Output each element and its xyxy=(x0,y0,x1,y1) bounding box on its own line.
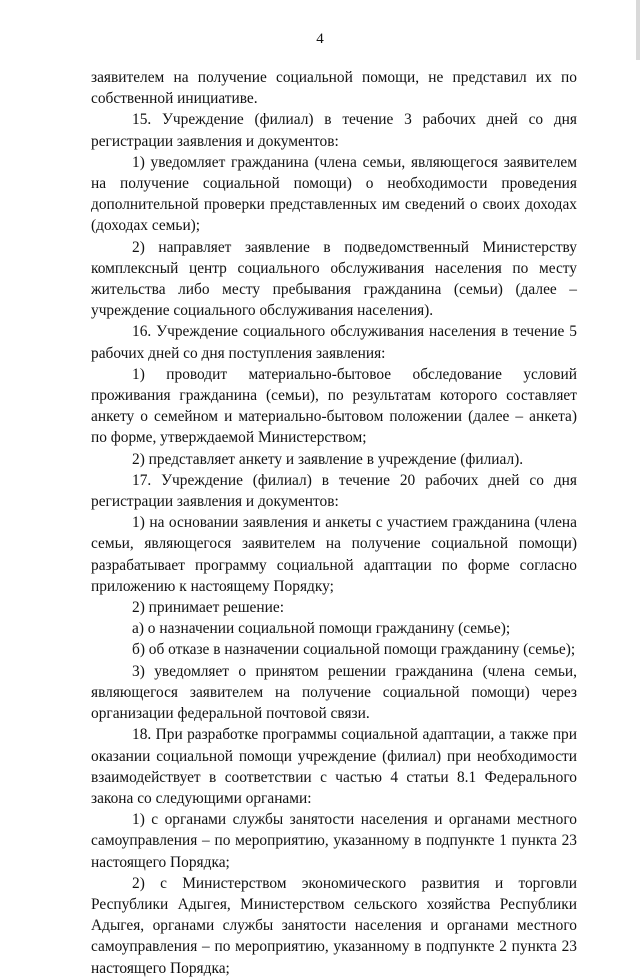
clause-16-item-2: 2) представляет анкету и заявление в учреждение (филиал). xyxy=(132,450,524,468)
clause-17-item-1: 1) на основании заявления и анкеты с участием гражданина (члена семьи, являющегося заявителем на получение социальной помощи) разрабатывает программу социальной адаптации по форме согласно приложению к настоящему Порядку; xyxy=(91,514,577,595)
clause-18: 18. При разработке программы социальной адаптации, а также при оказании социальной помощи учреждение (филиал) при необходимости взаимодействует в соответствии с частью 4 статьи 8.1 Федерального закона со следующими органами: xyxy=(91,726,577,807)
clause-17-item-3: 3) уведомляет о принятом решении гражданина (члена семьи, являющегося заявителем на получение социальной помощи) через организации федеральной почтовой связи. xyxy=(91,662,577,723)
clause-16-item-1: 1) проводит материально-бытовое обследование условий проживания гражданина (семьи), по результатам которого составляет анкету о семейном и материально-бытовом положении (далее – анкета) по форме, утверждаемой Министерством; xyxy=(91,365,577,447)
clause-17-item-2a: а) о назначении социальной помощи гражданину (семье); xyxy=(132,620,511,638)
clause-15-item-2: 2) направляет заявление в подведомственный Министерству комплексный центр социального обслуживания населения по месту жительства либо месту пребывания гражданина (семьи) (далее – учреждение социального обслуживания населения). xyxy=(91,238,577,320)
clause-16: 16. Учреждение социального обслуживания населения в течение 5 рабочих дней со дня поступления заявления: xyxy=(91,323,577,362)
clause-18-item-2: 2) с Министерством экономического развития и торговли Республики Адыгея, Министерством сельского хозяйства Республики Адыгея, органами службы занятости населения и органами местного самоуправления – по мероприятию, указанному в подпункте 2 пункта 23 настоящего Порядка; xyxy=(91,874,577,977)
page-edge-shadow xyxy=(636,0,640,60)
clause-15: 15. Учреждение (филиал) в течение 3 рабочих дней со дня регистрации заявления и документов: xyxy=(91,111,577,150)
paragraph-continuation: заявителем на получение социальной помощи, не представил их по собственной инициативе. xyxy=(91,69,577,108)
clause-17: 17. Учреждение (филиал) в течение 20 рабочих дней со дня регистрации заявления и документов: xyxy=(91,471,577,511)
clause-17-item-2b: б) об отказе в назначении социальной помощи гражданину (семье); xyxy=(132,641,576,659)
clause-15-item-1: 1) уведомляет гражданина (члена семьи, являющегося заявителем на получение социальной помощи) о необходимости проведения дополнительной проверки представленных им сведений о своих доходах (доходах семьи); xyxy=(91,153,577,235)
document-body xyxy=(91,67,577,979)
clause-17-item-2: 2) принимает решение: xyxy=(132,599,284,617)
clause-18-item-1: 1) с органами службы занятости населения и органами местного самоуправления – по мероприятию, указанному в подпункте 1 пункта 23 настоящего Порядка; xyxy=(91,811,577,871)
page-number: 4 xyxy=(316,31,324,47)
